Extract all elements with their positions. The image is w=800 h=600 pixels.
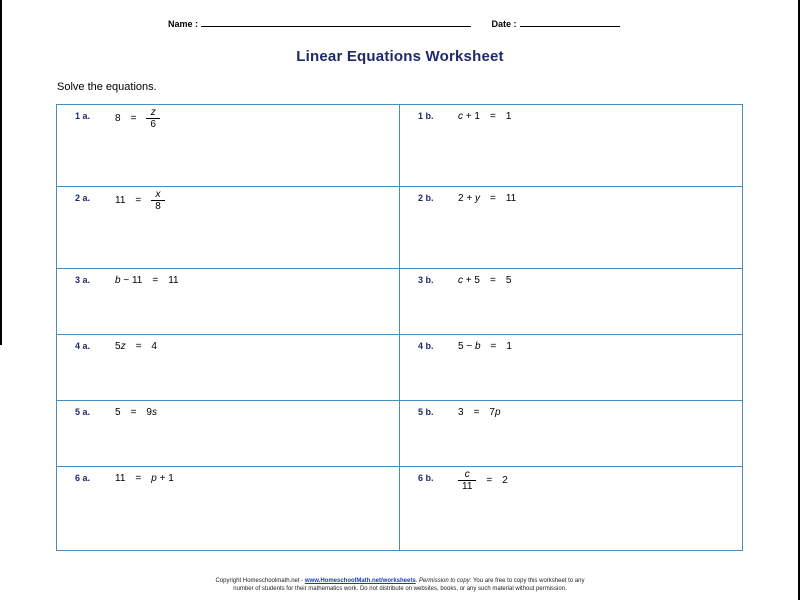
equals-sign: =: [486, 475, 493, 487]
problem-cell[interactable]: [400, 401, 742, 467]
footer-line-2: number of students for their mathematics work. Do not distribute on websites, books, or any such material without permission.: [233, 586, 567, 592]
footer-permission-text: You are free to copy this worksheet to any: [471, 578, 585, 584]
equation-lhs: 5 − b: [458, 341, 481, 352]
fraction-numerator: c: [458, 469, 476, 481]
problem-cell[interactable]: [400, 105, 742, 187]
name-label: Name :: [168, 19, 199, 29]
problem-cell[interactable]: [400, 187, 742, 269]
equation-lhs: c + 1: [458, 111, 480, 122]
variable: z: [120, 341, 126, 352]
fraction-denominator: 6: [150, 119, 156, 130]
equals-sign: =: [489, 111, 496, 122]
equation: [458, 341, 512, 352]
variable: y: [474, 193, 480, 204]
name-line[interactable]: [201, 17, 471, 27]
equation-lhs: 3: [458, 407, 464, 418]
problem-number: 3 b.: [418, 275, 434, 285]
problem-cell[interactable]: [57, 401, 400, 467]
equation-rhs: 2: [502, 475, 508, 487]
equals-sign: =: [490, 341, 497, 352]
variable: b: [474, 341, 481, 352]
problem-number: 6 b.: [418, 473, 434, 483]
equals-sign: =: [130, 407, 137, 418]
equation: [115, 189, 165, 212]
equation: [458, 469, 508, 492]
variable: p: [151, 473, 157, 484]
fraction-numerator: x: [151, 189, 165, 201]
problem-grid: [56, 104, 743, 551]
problem-number: 1 a.: [75, 111, 91, 121]
equation-rhs: 5: [505, 275, 512, 286]
equation-lhs: 11: [115, 473, 126, 484]
problem-cell[interactable]: [400, 335, 742, 401]
problem-cell[interactable]: [57, 269, 400, 335]
fraction-denominator: 8: [155, 201, 161, 212]
variable: c: [458, 275, 463, 286]
equation-lhs: c + 5: [458, 275, 480, 286]
equals-sign: =: [489, 193, 496, 204]
name-date-header: [168, 17, 620, 29]
problem-number: 2 b.: [418, 193, 434, 203]
problem-number: 2 a.: [75, 193, 91, 203]
equation: [458, 193, 516, 204]
equation: [115, 275, 179, 286]
problem-cell[interactable]: [57, 187, 400, 269]
equation: [115, 107, 160, 130]
equation-rhs: 11: [505, 193, 517, 204]
equation: [458, 111, 511, 122]
equation-rhs: 4: [151, 341, 157, 352]
equals-sign: =: [489, 275, 496, 286]
equation-lhs: 8: [115, 113, 121, 125]
equation: [115, 407, 157, 418]
instructions: Solve the equations.: [57, 81, 157, 93]
variable: c: [458, 111, 463, 122]
problem-cell[interactable]: [400, 269, 742, 335]
date-label: Date :: [491, 19, 517, 29]
equals-sign: =: [135, 341, 142, 352]
equation-lhs: 2 + y: [458, 193, 480, 204]
equation-rhs: 11: [168, 275, 179, 286]
variable: p: [494, 407, 501, 418]
variable: s: [151, 407, 157, 418]
equation: [115, 473, 174, 484]
equation: [458, 407, 501, 418]
problem-cell[interactable]: [57, 335, 400, 401]
footer-copyright: Copyright Homeschoolmath.net -: [215, 578, 305, 584]
equation: [458, 275, 511, 286]
problem-number: 5 b.: [418, 407, 434, 417]
equals-sign: =: [135, 473, 142, 484]
fraction-numerator: z: [146, 107, 160, 119]
equation-lhs: 5: [115, 407, 121, 418]
problem-number: 4 a.: [75, 341, 91, 351]
equation-rhs: 1: [505, 111, 512, 122]
problem-number: 3 a.: [75, 275, 91, 285]
problem-number: 4 b.: [418, 341, 434, 351]
footer-permission-label: Permission to copy:: [419, 578, 472, 584]
equation-rhs: 1: [506, 341, 512, 352]
problem-cell[interactable]: [400, 467, 742, 550]
problem-number: 6 a.: [75, 473, 91, 483]
equals-sign: =: [130, 113, 137, 125]
problem-cell[interactable]: [57, 467, 400, 550]
equation: [115, 341, 157, 352]
problem-number: 5 a.: [75, 407, 91, 417]
equals-sign: =: [473, 407, 480, 418]
footer-link[interactable]: www.HomeschoolMath.net/worksheets: [304, 578, 416, 584]
worksheet-title: Linear Equations Worksheet: [296, 48, 504, 65]
equation-lhs: 5z: [115, 341, 126, 352]
footer-line-1: Copyright Homeschoolmath.net - www.HomeschoolMath.net/worksheets. Permission to copy: You are free to copy this worksheet to any: [215, 578, 585, 584]
equation-rhs: 7p: [489, 407, 501, 418]
fraction: [458, 469, 476, 492]
problem-number: 1 b.: [418, 111, 434, 121]
fraction: [151, 189, 165, 212]
equation-lhs: b − 11: [115, 275, 143, 286]
fraction-denominator: 11: [462, 481, 473, 492]
equation-rhs: p + 1: [151, 473, 174, 484]
variable: b: [115, 275, 121, 286]
equation-rhs: 9s: [146, 407, 157, 418]
equals-sign: =: [152, 275, 159, 286]
problem-cell[interactable]: [57, 105, 400, 187]
date-line[interactable]: [520, 17, 620, 27]
footer: [0, 577, 800, 593]
fraction: [146, 107, 160, 130]
equation-lhs: 11: [115, 195, 126, 207]
equals-sign: =: [135, 195, 142, 207]
